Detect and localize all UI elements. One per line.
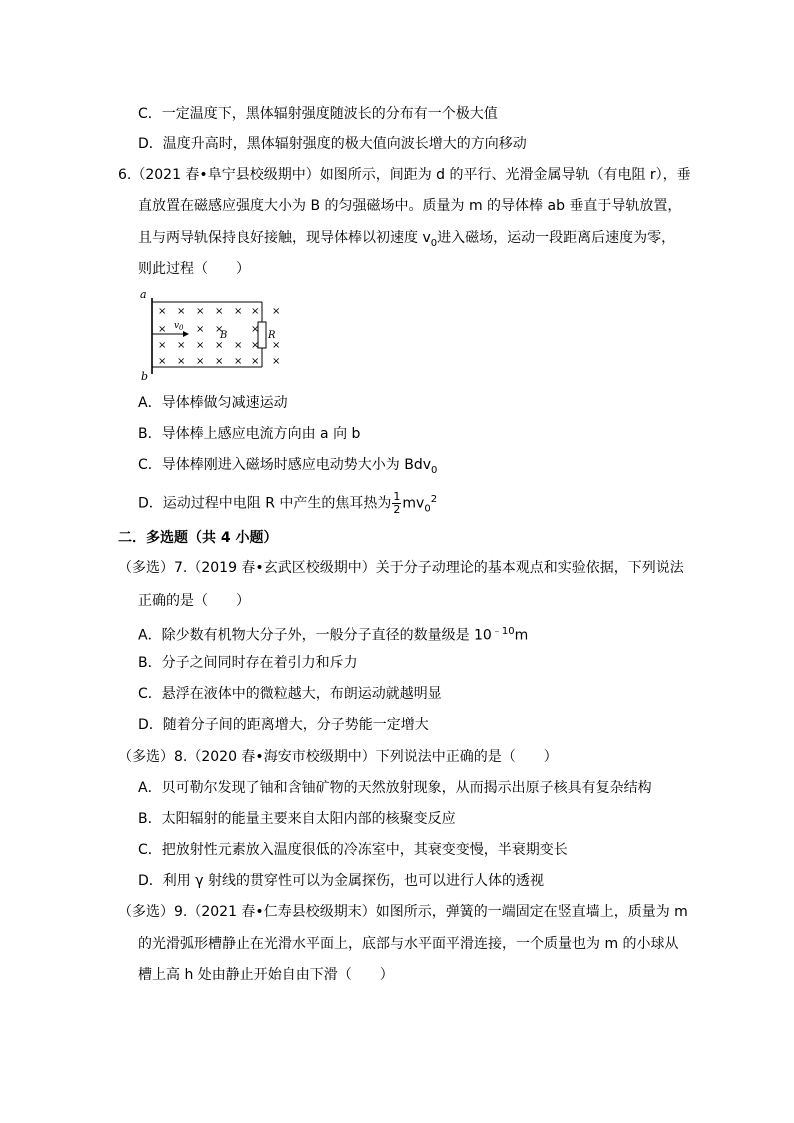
field-cross: × [251,340,260,351]
q6-stem-line3-b: 进入磁场，运动一段距离后速度为零， [437,230,676,246]
field-cross: × [215,356,224,367]
label-R: R [268,330,276,341]
field-cross: × [158,324,167,335]
section-heading-multiple-choice: 二．多选题（共 4 小题） [118,530,278,546]
q6-stem-line4: 则此过程（ ） [138,261,250,277]
fraction-numerator: 1 [393,490,401,504]
q7-option-c: C．悬浮在液体中的微粒越大，布朗运动就越明显 [138,686,442,702]
q6-option-b: B．导体棒上感应电流方向由 a 向 b [138,426,361,442]
field-cross: × [251,324,260,335]
q6-stem-line1: 6.（2021 春•阜宁县校级期中）如图所示，间距为 d 的平行、光滑金属导轨（有电阻 r），垂 [118,167,691,183]
q6-option-c [138,455,437,481]
q5-option-d: D．温度升高时，黑体辐射强度的极大值向波长增大的方向移动 [138,136,527,152]
q6-option-d [138,490,437,519]
label-B: B [220,330,228,341]
q7-stem-line1: （多选）7.（2019 春•玄武区校级期中）关于分子动理论的基本观点和实验依据，下列说法 [118,560,684,576]
q9-stem-line2: 的光滑弧形槽静止在光滑水平面上，底部与水平面平滑连接，一个质量也为 m 的小球从 [138,936,679,952]
fraction-denominator: 2 [393,503,401,517]
field-cross: × [196,324,205,335]
field-cross: × [158,306,167,317]
field-cross: × [215,340,224,351]
q7-option-a-text: A．除少数有机物大分子外，一般分子直径的数量级是 10 [138,627,492,644]
q6-option-a: A．导体棒做匀减速运动 [138,395,288,411]
q6-stem-line3 [138,228,675,254]
q6-option-d-mv: mv [402,495,425,512]
field-cross: × [215,324,224,335]
q6-stem-line2: 直放置在磁感应强度大小为 B 的匀强磁场中。质量为 m 的导体棒 ab 垂直于导轨放置， [138,198,682,214]
field-cross: × [234,340,243,351]
field-cross: × [196,340,205,351]
label-b: b [141,370,149,382]
field-cross: × [272,306,281,317]
q9-stem-line3: 槽上高 h 处由静止开始自由下滑（ ） [138,967,394,983]
field-cross: × [158,340,167,351]
field-cross: × [272,340,281,351]
rail-magnetic-field-figure [138,288,288,382]
q5-option-c: C．一定温度下，黑体辐射强度随波长的分布有一个极大值 [138,106,498,122]
q8-option-c: C．把放射性元素放入温度很低的冷冻室中，其衰变变慢，半衰期变长 [138,842,568,858]
field-cross: × [158,356,167,367]
field-cross: × [196,306,205,317]
q7-option-b: B．分子之间同时存在着引力和斥力 [138,655,358,671]
q7-option-a [138,622,528,646]
field-cross: × [234,356,243,367]
label-v0-sub: 0 [179,324,184,332]
label-v0: v [174,321,180,331]
q7-option-a-unit: m [514,627,529,644]
q6-option-d-sup: 2 [430,494,438,505]
fraction-one-half [392,491,401,516]
q7-option-a-exponent: ﹣10 [491,626,515,637]
q6-v0-sub: 0 [430,237,438,249]
field-cross: × [234,306,243,317]
field-cross: × [272,356,281,367]
q6-option-d-text: D．运动过程中电阻 R 中产生的焦耳热为 [138,495,392,512]
field-cross: × [215,306,224,317]
q8-option-d: D．利用 γ 射线的贯穿性可以为金属探伤，也可以进行人体的透视 [138,873,544,889]
field-cross: × [251,356,260,367]
velocity-arrow-head [183,331,189,337]
field-cross: × [251,306,260,317]
q7-stem-line2: 正确的是（ ） [138,593,250,609]
q7-option-d: D．随着分子间的距离增大，分子势能一定增大 [138,717,429,733]
field-cross: × [177,306,186,317]
q6-option-d-sub: 0 [424,503,431,515]
field-cross: × [177,340,186,351]
q8-option-b: B．太阳辐射的能量主要来自太阳内部的核聚变反应 [138,811,456,827]
q6-stem-line3-a: 且与两导轨保持良好接触，现导体棒以初速度 v [138,230,431,246]
label-a: a [140,288,147,301]
q8-option-a: A．贝可勒尔发现了铀和含铀矿物的天然放射现象，从而揭示出原子核具有复杂结构 [138,780,652,796]
q6-option-c-text: C．导体棒刚进入磁场时感应电动势大小为 Bdv [138,457,432,473]
q6-option-c-sub: 0 [431,464,438,476]
field-cross: × [177,356,186,367]
q9-stem-line1: （多选）9.（2021 春•仁寿县校级期末）如图所示，弹簧的一端固定在竖直墙上，质量为 m [118,904,688,920]
field-cross: × [196,356,205,367]
q8-stem-line1: （多选）8.（2020 春•海安市校级期中）下列说法中正确的是（ ） [118,749,558,765]
